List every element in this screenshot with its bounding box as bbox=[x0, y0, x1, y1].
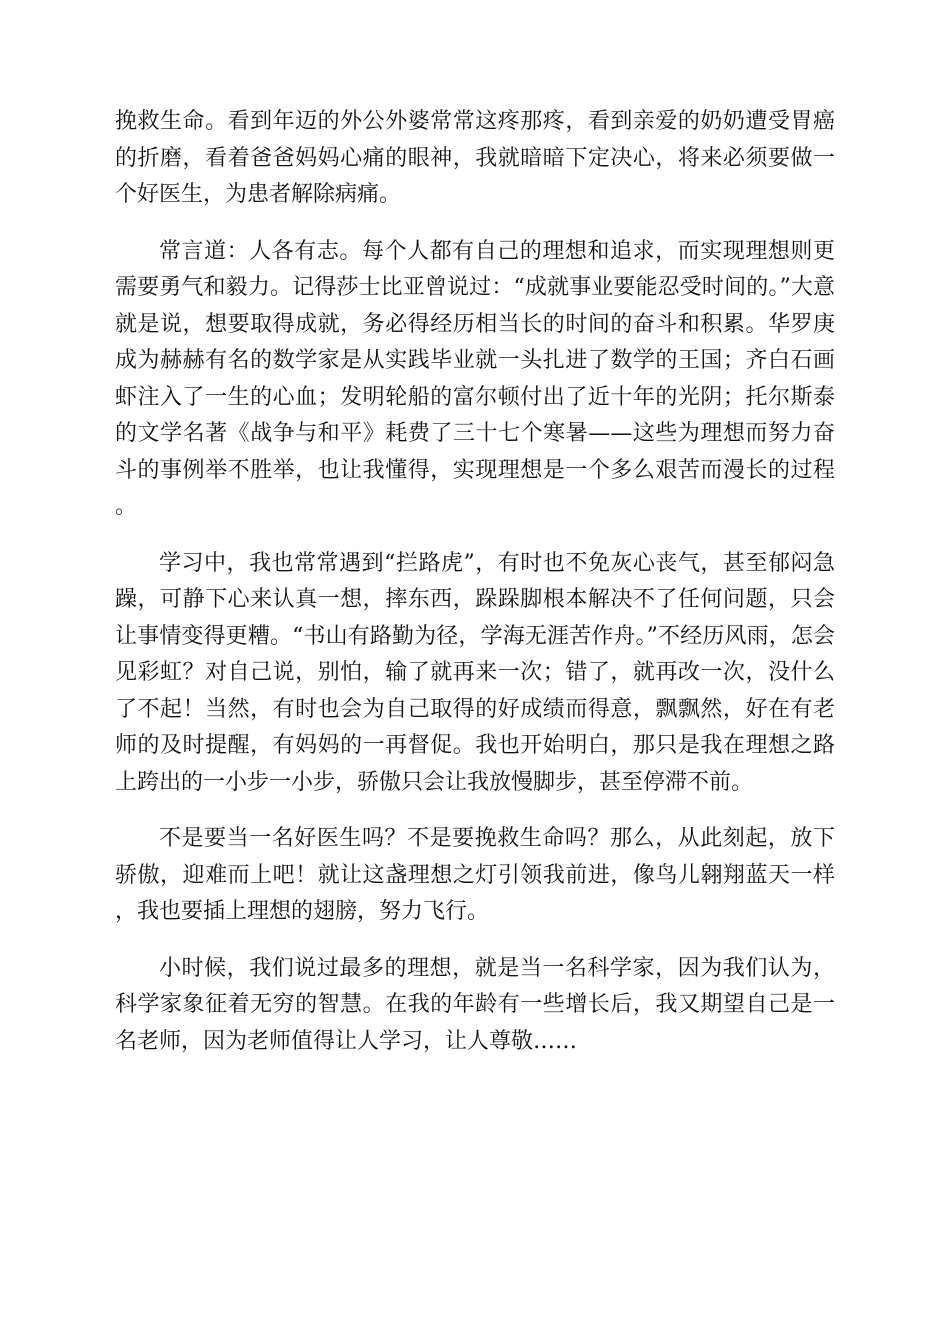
paragraph-2: 常言道：人各有志。每个人都有自己的理想和追求，而实现理想则更需要勇气和毅力。记得莎士比亚曾说过：“成就事业要能忍受时间的。”大意就是说，想要取得成就，务必得经历相当长的时间的奋斗和积累。华罗庚成为赫赫有名的数学家是从实践毕业就一头扎进了数学的王国；齐白石画虾注入了一生的心血；发明轮船的富尔顿付出了近十年的光阴；托尔斯泰的文学名著《战争与和平》耗费了三十七个寒暑——这些为理想而努力奋斗的事例举不胜举，也让我懂得，实现理想是一个多么艰苦而漫长的过程。 bbox=[115, 238, 835, 519]
paragraph-3: 学习中，我也常常遇到“拦路虎”，有时也不免灰心丧气，甚至郁闷急躁，可静下心来认真一想，摔东西，跺跺脚根本解决不了任何问题，只会让事情变得更糟。“书山有路勤为径，学海无涯苦作舟。”不经历风雨，怎会见彩虹？对自己说，别怕，输了就再来一次；错了，就再改一次，没什么了不起！当然，有时也会为自己取得的好成绩而得意，飘飘然，好在有老师的及时提醒，有妈妈的一再督促。我也开始明白，那只是我在理想之路上跨出的一小步一小步，骄傲只会让我放慢脚步，甚至停滞不前。 bbox=[115, 550, 835, 795]
paragraph-4: 不是要当一名好医生吗？不是要挽救生命吗？那么，从此刻起，放下骄傲，迎难而上吧！就让这盏理想之灯引领我前进，像鸟儿翱翔蓝天一样，我也要插上理想的翅膀，努力飞行。 bbox=[115, 826, 835, 924]
document-body bbox=[115, 104, 835, 1080]
paragraph-1: 挽救生命。看到年迈的外公外婆常常这疼那疼，看到亲爱的奶奶遭受胃癌的折磨，看着爸爸妈妈心痛的眼神，我就暗暗下定决心，将来必须要做一个好医生，为患者解除病痛。 bbox=[115, 109, 835, 207]
paragraph-5: 小时候，我们说过最多的理想，就是当一名科学家，因为我们认为，科学家象征着无穷的智慧。在我的年龄有一些增长后，我又期望自己是一名老师，因为老师值得让人学习，让人尊敬…… bbox=[115, 955, 835, 1054]
